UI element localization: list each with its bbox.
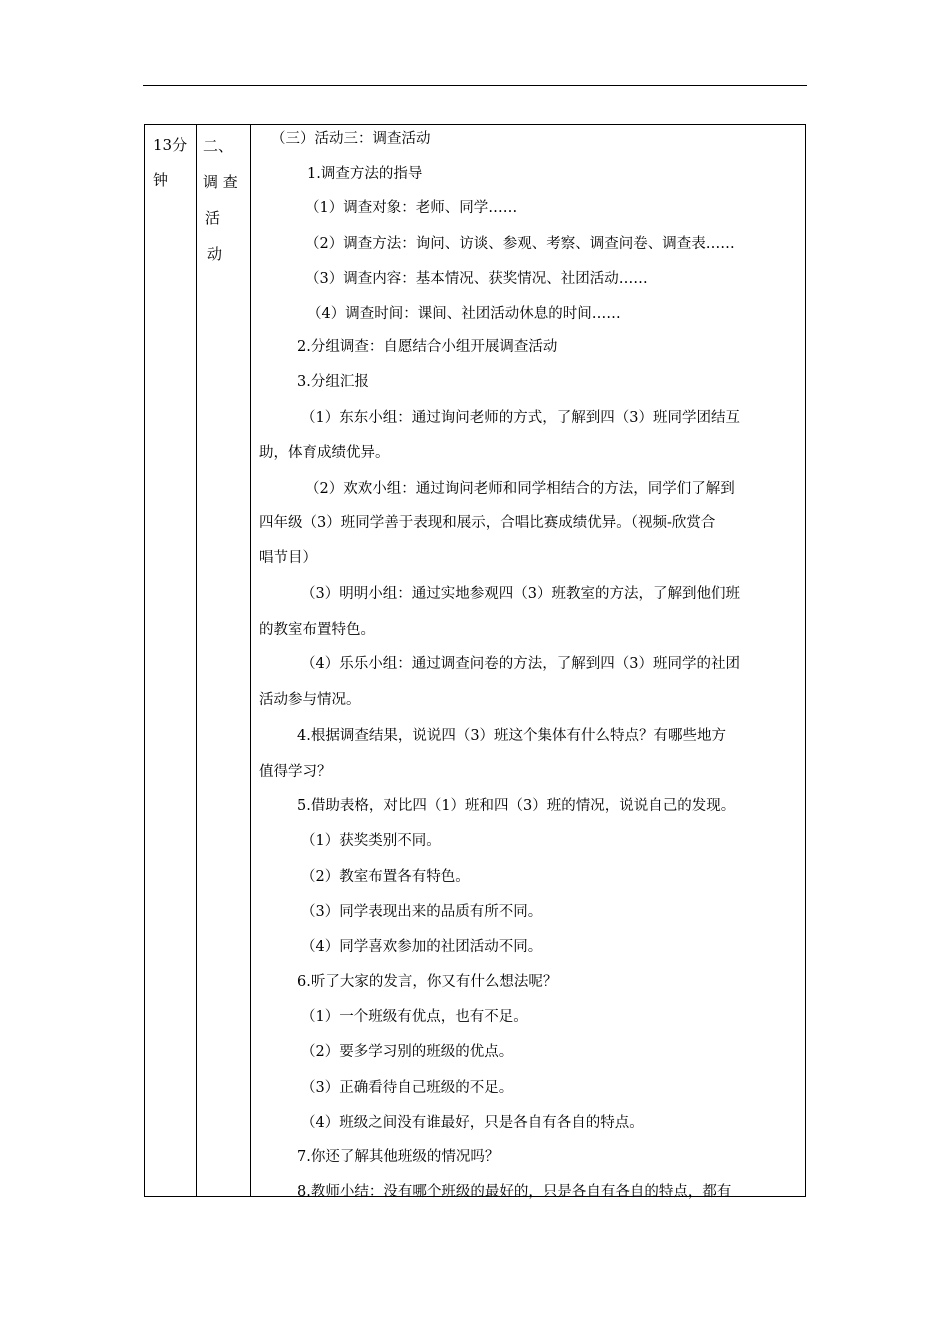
stage-line: 活 <box>205 209 221 227</box>
content-line: 5.借助表格，对比四（1）班和四（3）班的情况，说说自己的发现。 <box>297 798 736 814</box>
content-line: （3）同学表现出来的品质有所不同。 <box>301 904 543 920</box>
stage-cell <box>203 128 247 272</box>
column-divider-time <box>196 125 197 1196</box>
content-line: （4）班级之间没有谁最好，只是各自有各自的特点。 <box>301 1115 644 1131</box>
content-line: 1.调查方法的指导 <box>307 166 423 182</box>
content-line: 6.听了大家的发言，你又有什么想法呢？ <box>297 974 558 990</box>
content-line: （1）一个班级有优点，也有不足。 <box>301 1009 528 1025</box>
stage-line: 调 查 <box>203 173 238 191</box>
stage-line: 动 <box>207 245 223 263</box>
content-line: （1）调查对象：老师、同学…… <box>305 200 518 216</box>
content-line: 值得学习？ <box>259 764 332 780</box>
stage-line: 二、 <box>203 137 234 155</box>
content-line: 3.分组汇报 <box>297 374 369 390</box>
content-line: （1）获奖类别不同。 <box>301 833 441 849</box>
content-line: （2）要多学习别的班级的优点。 <box>301 1044 514 1060</box>
content-line: 的教室布置特色。 <box>259 622 375 638</box>
content-line: （2）调查方法：询问、访谈、参观、考察、调查问卷、调查表…… <box>305 236 735 252</box>
column-divider-stage <box>250 125 251 1196</box>
content-line: 7.你还了解其他班级的情况吗？ <box>297 1149 500 1165</box>
content-line: （2）教室布置各有特色。 <box>301 869 470 885</box>
time-line: 13分 <box>153 136 188 154</box>
content-line: （2）欢欢小组：通过询问老师和同学相结合的方法，同学们了解到 <box>305 481 735 497</box>
content-line: （4）同学喜欢参加的社团活动不同。 <box>301 939 543 955</box>
time-cell <box>153 128 193 198</box>
content-line: （3）明明小组：通过实地参观四（3）班教室的方法，了解到他们班 <box>301 586 740 602</box>
content-line: 活动参与情况。 <box>259 692 361 708</box>
content-line: （4）调查时间：课间、社团活动休息的时间…… <box>307 306 621 322</box>
content-line: （4）乐乐小组：通过调查问卷的方法，了解到四（3）班同学的社团 <box>301 656 740 672</box>
content-line: （1）东东小组：通过询问老师的方式，了解到四（3）班同学团结互 <box>301 410 740 426</box>
content-line: （3）正确看待自己班级的不足。 <box>301 1080 514 1096</box>
section-heading: （三）活动三：调查活动 <box>271 131 431 147</box>
header-rule <box>143 85 807 86</box>
content-line: 四年级（3）班同学善于表现和展示，合唱比赛成绩优异。（视频-欣赏合 <box>259 515 716 531</box>
content-line: （3）调查内容：基本情况、获奖情况、社团活动…… <box>305 271 648 287</box>
content-line: 助，体育成绩优异。 <box>259 445 390 461</box>
content-line: 8.教师小结：没有哪个班级的最好的，只是各自有各自的特点，都有 <box>297 1184 732 1200</box>
content-line: 2.分组调查：自愿结合小组开展调查活动 <box>297 339 558 355</box>
content-line: 4.根据调查结果，说说四（3）班这个集体有什么特点？有哪些地方 <box>297 728 727 744</box>
lesson-plan-table <box>144 124 806 1200</box>
time-line: 钟 <box>153 171 169 189</box>
content-line: 唱节目） <box>259 550 317 566</box>
